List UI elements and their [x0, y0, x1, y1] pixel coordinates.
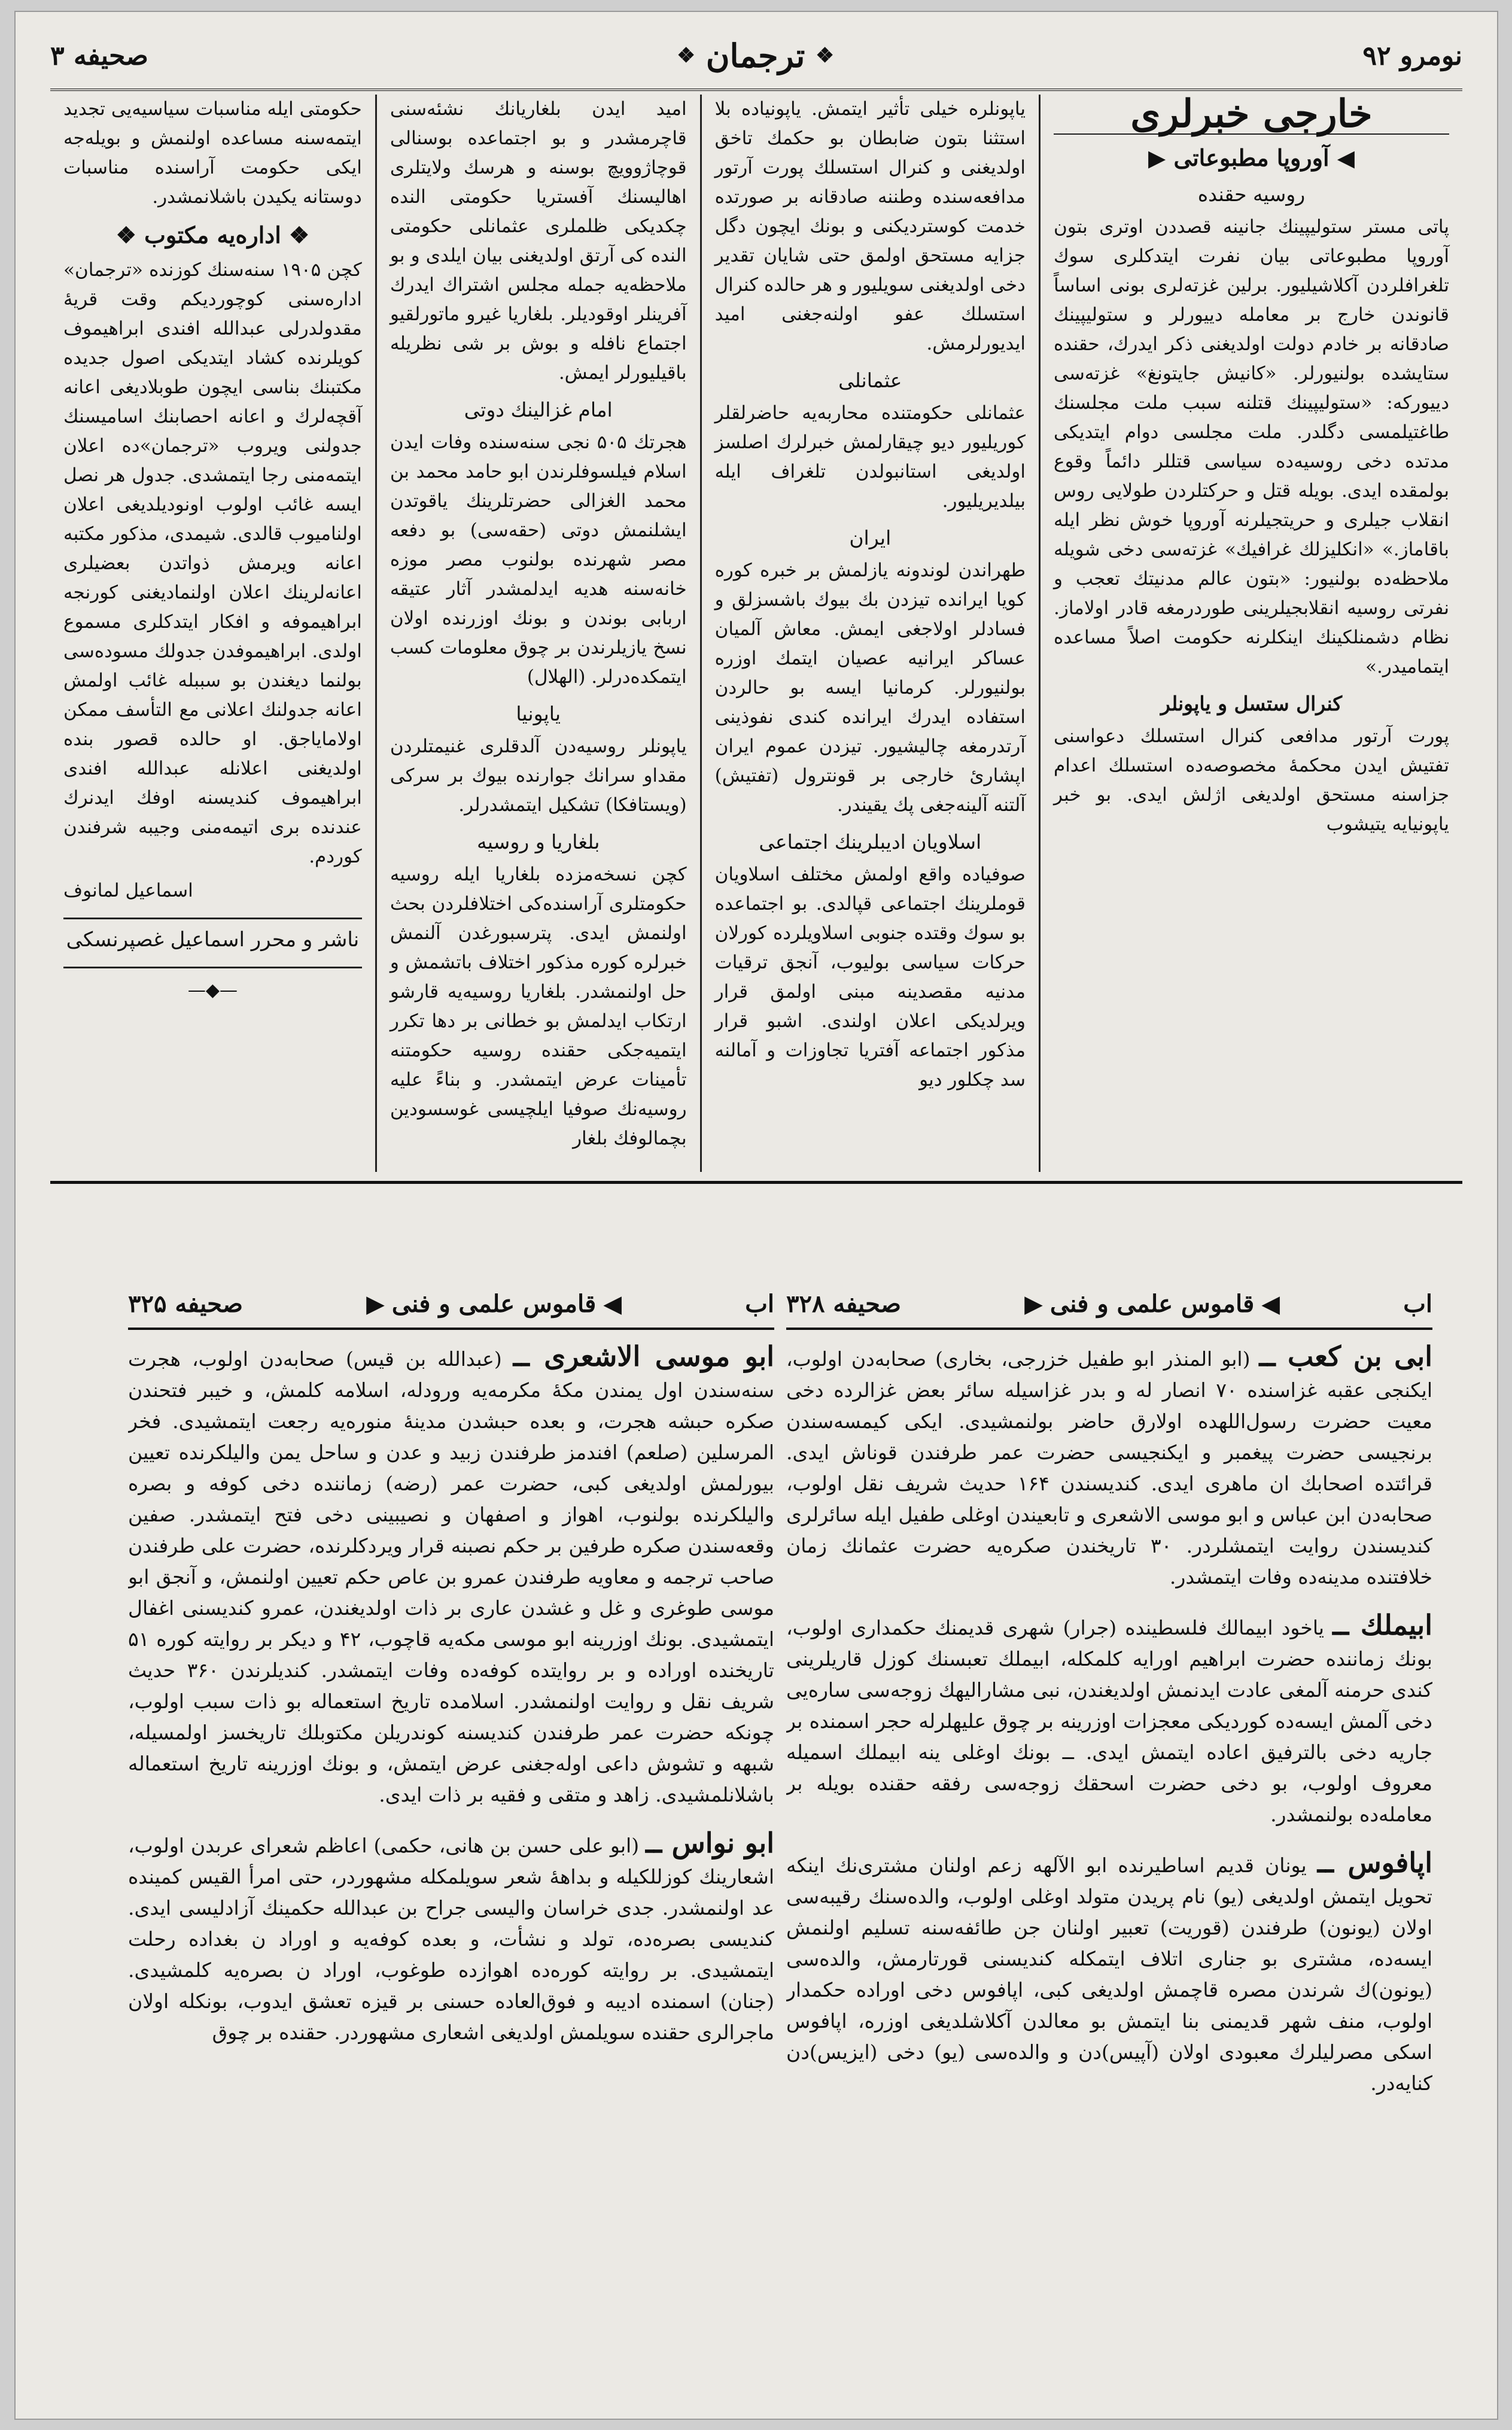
entry-text: (ابو المنذر ابو طفیل خزرجی، بخاری) صحابه‌دن اولوب، ایکنجی عقبه غزاسنده ۷۰ انصار له و بدر غزاسیله سائر بعض غزالرده دخی معیت حضرت رسول‌اللهده اولارق حاضر بولنمشیدی. ایکی کیمسه‌سندن برنجیسی حضرت پیغمبر و ایکنجیسی حضرت عمر طرفندن قوناش ایدی. قرائتده اصحابك ان ماهری ایدی. کندیسندن ۱۶۴ حدیث شریف نقل اولوب، صحابه‌دن ابن عباس و ابو موسی الاشعری و تابعیندن اوغلی طفیل ایله سائرلری کندیسندن روایت ایتمشلردر. ۳۰ تاریخندن صکره‌یه حضرت عثمانك زمان خلافتنده مدینه‌ده وفات ایتمشدر. — [786, 1347, 1432, 1588]
header-title-label: قاموس علمی و فنی — [1049, 1289, 1255, 1318]
dictionary-entry — [786, 1609, 1432, 1830]
article-heading: بلغاریا و روسیه — [477, 830, 600, 853]
article-heading: روسیه حقنده — [1197, 183, 1306, 206]
article-heading: عثمانلی — [838, 369, 902, 392]
headword: ابی بن کعب ــ — [1259, 1340, 1432, 1372]
subsection-label: آوروپا مطبوعاتی — [1173, 144, 1330, 171]
ornament-icon: ◀ — [603, 1289, 622, 1318]
newspaper-header — [50, 23, 1462, 91]
dictionary-entry — [128, 1827, 774, 2048]
entry-text: (ابو علی حسن بن هانی، حکمی) اعاظم شعرای عربدن اولوب، اشعارینك کوزللکیله و بداههٔ شعر سویلمکله مشهوردر، حتی امرأ القیس کمینده عد اولنمشدر. جدی خراسان والیسی جراح بن عبدالله حکمینك آزادلیسی ایدی. کندیسی بصره‌ده، تولد و نشأت، و بعده کوفه‌یه و اوراد ن بغداده رحلت ایتمشیدی. بر روایته کوره‌ده اهوازده طوغوب، اوراد ن بصره‌یه کلمشیدی. (جنان) اسمنده ادیبه و فوق‌العاده حسنی بر قیزه تعشق ایدوب، بونکله اولان ماجرالری حقنده سویلمش اولدیغی اشعاری مشهوردر. حقنده بر چوق — [128, 1834, 774, 2044]
article-heading: اسلاویان ادیبلرینك اجتماعی — [759, 830, 982, 853]
headword: ابو نواس ــ — [646, 1827, 774, 1859]
ornament-icon: ❖ — [677, 44, 695, 68]
dictionary-entry — [786, 1341, 1432, 1593]
article-text: عثمانلی حکومتنده محاربه‌یه حاضرلقلر کوریلیور دیو چیقارلمش خبرلرك اصلسز اولدیغی استانبولدن تلغراف ایله بیلدیریلیور. — [714, 402, 1026, 512]
headword: اپافوس ــ — [1317, 1846, 1432, 1879]
divider — [63, 967, 362, 968]
letter-text: کچن ۱۹۰۵ سنه‌سنك کوزنده «ترجمان» اداره‌سنی کوچوردیکم وقت قریهٔ مقدولدرلی عبدالله افندی ابراهیموف کویلرنده کشاد ایتدیکی اصول جدیده مکتبنك بناسی ایچون طوبلادیغی اعانه آقچه‌لرك و اعانه احصابنك اسامیسنك جدولنی ویروب «ترجمان»ده اعلان ایتمه‌منی رجا ایتمشدی. جدول هر نصل ایسه غائب اولوب اونودیلدیغی اعلان اولنامیوب قالدی. شیمدی، مذکور مکتبه اعانه ویرمش ذواتدن بعضیلری اعانه‌لرینك اعلان اولنمادیغنی کورنجه ابراهیموفه و افکار ایتدکلری مسموع اولدی. ابراهیموفدن جدولك مسوده‌سی بولنما دیغندن بو سببله غائب اولمش اعانه جدولنك اعلانی مع التأسف ممکن اولامایاجق. او حالده قصور بنده اولدیغنی اعلانله عبدالله افندی ابراهیموف کندیسنه اوفك ایدنرك عندنده بری اتیمه‌منی وجیبه شرفندن کوردم. — [63, 259, 362, 867]
header-title-label: قاموس علمی و فنی — [391, 1289, 597, 1318]
signature: اسماعیل لمانوف — [63, 880, 193, 901]
header-title — [1024, 1290, 1280, 1318]
dictionary-body — [786, 1341, 1432, 2099]
dictionary-entry — [128, 1341, 774, 1811]
article-text: یاپونلر روسیه‌دن آلدقلری غنیمتلردن مقداو سرانك جوارنده بیوك بر سرکی (ویستافکا) تشکیل ایتمشدرلر. — [390, 736, 687, 816]
newspaper-columns — [50, 95, 1462, 1172]
ornament-icon: ▶ — [1148, 144, 1166, 171]
publisher-line: ناشر و محرر اسماعیل غصپرنسکی — [66, 928, 360, 952]
dictionary-page-left — [128, 1280, 774, 2387]
masthead-title: ترجمان — [705, 37, 805, 75]
ornament-icon: ◀ — [1337, 144, 1355, 171]
ornament-icon: ▶ — [366, 1289, 385, 1318]
page-number: صحیفه ۳ — [50, 40, 148, 71]
dictionary-entry — [786, 1847, 1432, 2099]
dictionary-header — [128, 1280, 774, 1330]
ornament-icon: ▶ — [1024, 1289, 1043, 1318]
headword: ابو موسی الاشعری ــ — [513, 1340, 774, 1372]
article-text: کچن نسخه‌مزده بلغاریا ایله روسیه حکومتلری آراسنده‌کی اختلافلردن بحث اولنمش ایدی. پترسبورغدن آلنمش خبرلره کوره مذکور اختلاف باتشمش و حل اولنمشدر. بلغاریا روسیه‌یه قارشو ارتکاب ایدلمش بو خطانی بر دها تکرر ایتمیه‌جکی حقنده روسیه حکومتنه تأمینات عرض ایتمشدر. و بناءً علیه روسیه‌نك صوفیا ایلچیسی غوسسودین بچمالوفك بلغار — [390, 864, 687, 1149]
page-divider — [50, 1181, 1462, 1184]
article-text: پورت آرتور مدافعی کنرال استسلك دعواسنی تفتیش ایدن محکمهٔ مخصوصه‌ده استسلك اعدام جزاسنه مستحق اولدیغی اژلش ایدی. بو خبر یاپونیایه یتیشوب — [1054, 725, 1449, 835]
article-heading: کنرال ستسل و یاپونلر — [1160, 692, 1343, 715]
scanned-page — [14, 11, 1498, 2420]
header-title — [366, 1290, 622, 1318]
section-title-label: اداره‌یه مکتوب — [144, 221, 281, 248]
article-heading: ایران — [849, 526, 892, 549]
article-text: هجرتك ۵۰۵ نجی سنه‌سنده وفات ایدن اسلام فیلسوفلرندن ابو حامد محمد بن محمد الغزالی حضرتلرینك یاقوتدن ایشلنمش دوتی (حقه‌سی) بو دفعه مصر شهرنده بولنوب مصر موزه خانه‌سنه هدیه ایدلمشدر آثار عتیقه اربابی بوندن و بونك اوزرنده اولان نسخ یازیلرندن بر چوق معلومات کسب ایتمکده‌درلر. (الهلال) — [390, 432, 687, 688]
entry-text: (عبدالله بن قیس) صحابه‌دن اولوب، هجرت سنه‌سندن اول یمندن مکهٔ مکرمه‌یه ورودله، اسلامه کلمش، و خیبر فتحندن صکره حبشه هجرت، و بعده حبشدن مدینهٔ منوره‌یه رجعت ایتمشیدی. فخر المرسلین (صلعم) افندمز طرفندن زبید و عدن و ساحل یمن والیلکرنده تعیین بیورلمش اولدیغی کبی، حضرت عمر (رضه) زماننده دخی کوفه و بصره والیلکرنده بولنوب، اهواز و اصفهان و نصیبینی دخی فتح ایتمشدر. صفین وقعه‌سندن صکره طرفین بر حکم نصبنه قرار ویردکلرنده، حضرت علی طرفندن صاحب ترجمه و معاویه طرفندن عمرو بن عاص حکم تعیین اولنمش، و آنجق ابو موسی طوغری و غل و غشدن عاری بر ذات اولدیغندن، عمرو کندیسنی اغفال ایتمشیدی. بونك اوزرینه ابو موسی مکه‌یه قاچوب، ۴۲ و دیکر بر روایته کوره ۵۱ تاریخنده اوراده و بر روایتده کوفه‌ده وفات ایتمشدر. کندیلرندن ۳۶۰ حدیث شریف نقل و روایت اولنمشدر. اسلامده تاریخ استعماله بو ذات سبب اولوب، چونکه حضرت عمر طرفندن کندیسنه کوندریلن مکتوبلك تاریخسز اولمسیله، شبهه و تشوش داعی اوله‌جغنی عرض ایتمش، و بونك اوزرینه تاریخ استعماله باشلانلمشیدی. زاهد و متقی و فقیه بر ذات ایدی. — [128, 1347, 774, 1806]
article-text: پاتی مستر ستولیپینك جانینه قصددن اوتری بتون آوروپا مطبوعاتی بیان نفرت ایتدکلری سوك تلغرافلردن آکلاشیلیور. برلین غزته‌لری بونی اساساً قانوندن خارج بر معامله دییورلر و ستولیپینك صادقانه بر خادم دولت اولدیغنی ذکر ایدرك، حقنده ستایشده بولنیورلر. «کانیش جایتونغ» غزته‌سی دییورکه: «ستولیپینك قتلنه سبب ملت مجلسنك طاغتیلمسی دگلدر. ملت مجلسی دوام ایتدیکی مدتده دخی روسیه‌ده سیاسی قتللر دائماً وقوع بولمقده ایدی. بویله قتل و حرکتلردن طولایی روس انقلاب جیلری و حریتجیلرنه آوروپا خوش نظر ایله باقاماز.» «انکلیزلك غرافیك» غزته‌سی دخی شویله ملاحظه‌ده بولنیور: «بتون عالم مدنیتك تعجب و نفرتی روسیه انقلابجیلرینی طوردرمغه قادر اولاماز. نظام دشمنلکینك اینکلرنه حکومت اصلاً مساعده ایتمامیدر.» — [1054, 216, 1449, 678]
masthead — [677, 37, 834, 75]
article-text: امید ایدن بلغاریانك نشئه‌سنی قاچرمشدر و بو اجتماعده بوسنالی قوچاژوویچ بوسنه و هرسك ولایتلری اهالیسنك آفستریا حکومتی النده چکدیکی ظلملری عثمانلی حکومتی النده کی آرتق اولدیغنی بیان ایلدی و بو ملاحظه‌یه جمله مجلس اشتراك ایدرك آفرینلر اوقودیلر. بلغاریا غیرو ماتورلقیو اجتماع نافله و بوش بر شی نظریله باقیلیورلر ایمش. — [390, 98, 687, 384]
subsection-title — [1054, 143, 1449, 172]
issue-number: نومرو ۹۲ — [1362, 40, 1462, 71]
section-title: خارجی خبرلری — [1054, 99, 1449, 135]
column-letter — [50, 95, 375, 1172]
article-text: طهراندن لوندونه یازلمش بر خبره کوره کویا ایرانده تیزدن بك بیوك باشسزلق و فسادلر اولاجغی ایمش. معاش آلمیان عساکر ایرانیه عصیان ایتمك اوزره بولنیورلر. کرمانیا ایسه بو حالردن استفاده ایدرك ایرانده کندی نفوذینی آرتدرمغه چالیشیور. تیزدن عموم ایران اپشارئ خارجی بر قونترول (تفتیش) آلتنه آلینه‌جغی پك یقیندر. — [714, 560, 1026, 816]
section-title — [63, 220, 362, 250]
entry-text: یاخود ابیمالك فلسطینده (جرار) شهری قدیمنك حکمداری اولوب، بونك زماننده حضرت ابراهیم اورایه کلمکله، ابیملك تعبسنك کوزل قاریلرینی کندی حرمنه آلمغی عادت ایدنمش اولدیغندن، نبی مشارالیهك زوجه‌سی ساره‌یی دخی آلمش ایسه‌ده کوردیکی معجزات اوزرینه بر چوق علیهلرله حجر اسمنده بر جاریه دخی بالترفیق اعاده ایتمش ایدی. ــ بونك اوغلی ینه ابیملك اسمیله معروف اولوب، بو دخی حضرت اسحقك زوجه‌سی رفقه حقنده بویله بر معامله‌ده بولنمشدر. — [786, 1616, 1432, 1826]
ornament-icon: ◀ — [1261, 1289, 1280, 1318]
entry-text: یونان قدیم اساطیرنده ابو الآلهه زعم اولنان مشتری‌نك اینکه تحویل ایتمش اولدیغی (یو) نام پریدن متولد اوغلی اولوب، والده‌سنك رقیبه‌سی اولان (یونون) طرفندن (قوریت) تعبیر اولنان جن طائفه‌سنه تسلیم اولنمش ایسه‌ده، مشتری بو جناری اتلاف ایتمکله کندیسنی قورتارمش، والده‌سی (یونون)ك شرندن مصره قاچمش اولدیغی کبی، اپافوس دخی اوراده حکمدار اولوب، منف شهر قدیمنی بنا ایتمش بو معالدن آکلاشلدیغی اوزره، اپافوس اسکی مصرلیلرك معبودی اولان (آپیس)دن و والده‌سی (یو) دخی (ایزیس)دن کنایه‌در. — [786, 1854, 1432, 2095]
column-news-3 — [375, 95, 700, 1172]
header-page: صحیفه ۳۲۵ — [128, 1289, 243, 1318]
headword: ابیملك ــ — [1332, 1609, 1432, 1641]
ornament-icon: ❖ — [115, 221, 136, 248]
header-page: صحیفه ۳۲۸ — [786, 1289, 901, 1318]
article-heading: یاپونیا — [516, 702, 561, 725]
column-foreign-news — [1039, 95, 1462, 1172]
dictionary-header — [786, 1280, 1432, 1330]
column-news-2 — [700, 95, 1039, 1172]
article-text: صوفیاده واقع اولمش مختلف اسلاویان قوملرینك اجتماعی قپالدی. بو اجتماعده بو سوك وقتده جنوبی اسلاویلرده کورلان حرکات سیاسی بولیوب، آنجق ترقیات مدنیه مقصدینه مبنی اولمق قرار ویرلدیکی اعلان اولندی. اشبو قرار مذکور اجتماعه آفتریا تجاوزات و آمالنه سد چکلور دیو — [714, 864, 1026, 1091]
dictionary-body — [128, 1341, 774, 2048]
article-text: حکومتی ایله مناسبات سیاسیه‌یی تجدید ایتمه‌سنه مساعده اولنمش و بویله‌جه ایکی حکومت آراسنده مناسبات دوستانه یکیدن باشلانمشدر. — [63, 98, 362, 208]
ornament-icon: ❖ — [288, 221, 310, 248]
header-corner: اب — [745, 1289, 774, 1318]
article-text: یاپونلره خیلی تأثیر ایتمش. یاپونیاده بلا استثنا بتون ضابطان بو حکمك تاخق اولدیغنی و کنرال استسلك پورت آرتور مدافعه‌سنده وطننه صادقانه بر صورتده خدمت کوستردیکنی و بونك ایچون دگل جزایه مستحق اولمق حتی شایان تقدیر دخی اولدیغنی سویلیور و هر حالده کنرال استسلك عفو اولنه‌جغنی امید ایدیورلرمش. — [714, 98, 1026, 354]
article-heading: امام غزالینك دوتی — [464, 398, 613, 421]
header-corner: اب — [1403, 1289, 1432, 1318]
divider — [63, 918, 362, 919]
diamond-icon: —◆— — [187, 980, 238, 1001]
ornament-icon: ❖ — [816, 44, 834, 68]
dictionary-page-right — [786, 1280, 1432, 2387]
